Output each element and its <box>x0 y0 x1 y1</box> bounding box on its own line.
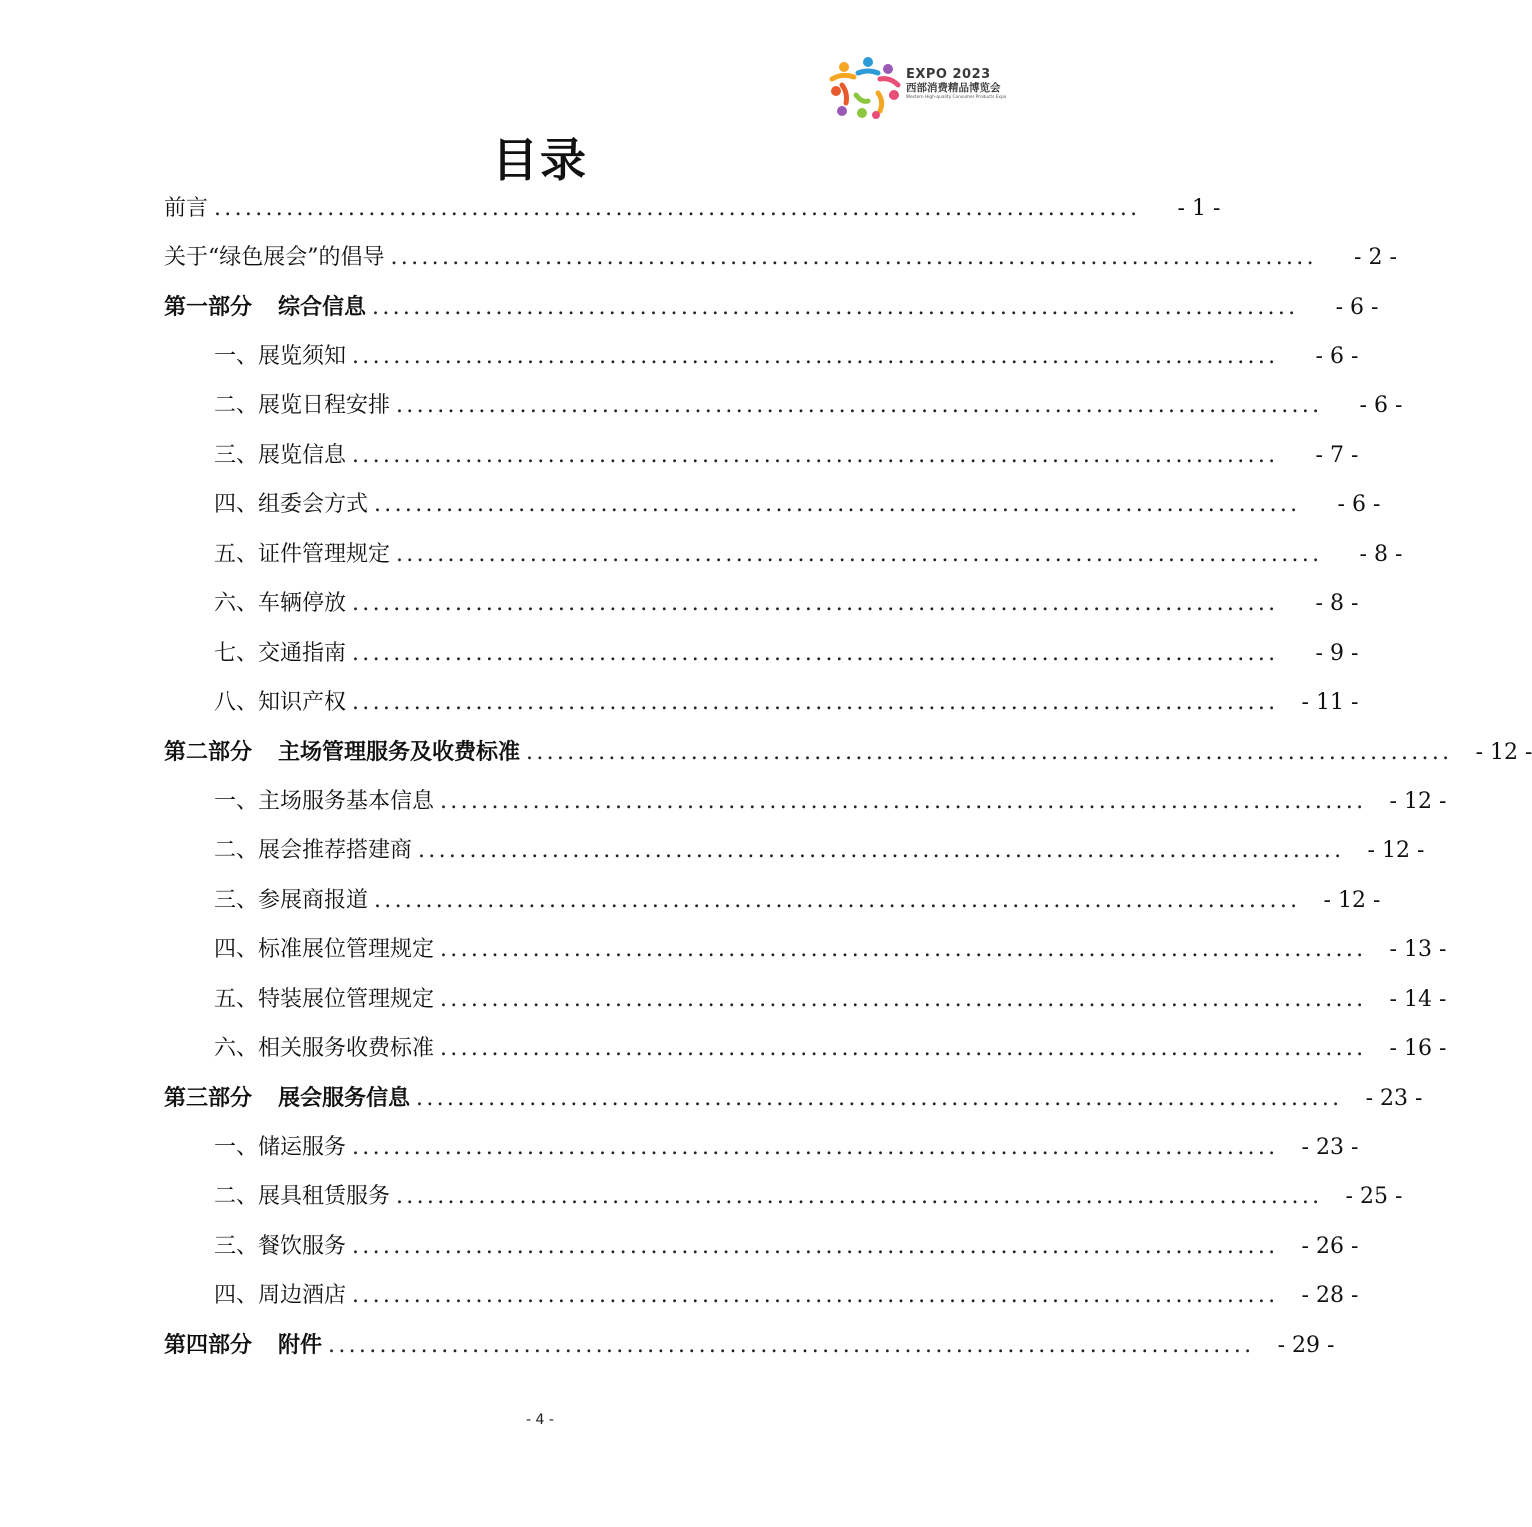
toc-entry-label <box>164 1084 410 1114</box>
toc-part-entry[interactable] <box>164 1321 1335 1370</box>
toc-dot-leader: .......................................................................................... <box>352 1135 1279 1161</box>
toc-dot-leader: .......................................................................................... <box>526 739 1453 765</box>
toc-entry[interactable] <box>164 876 1381 925</box>
toc-dot-leader: .......................................................................................... <box>396 1184 1323 1210</box>
toc-entry-label: 五、特装展位管理规定 <box>214 986 435 1012</box>
toc-dot-leader: .......................................................................................... <box>440 986 1367 1012</box>
toc-entry-label <box>164 1331 322 1361</box>
toc-entry[interactable] <box>164 678 1359 727</box>
toc-page-number: - 12 - <box>1323 887 1381 913</box>
toc-dot-leader: .......................................................................................... <box>418 838 1345 864</box>
toc-page-number: - 6 - <box>1359 393 1403 419</box>
toc-entry-label: 四、周边酒店 <box>214 1283 347 1309</box>
toc-dot-leader: .......................................................................................... <box>352 442 1279 468</box>
toc-page-number: - 12 - <box>1367 838 1425 864</box>
toc-entry-label: 一、展览须知 <box>214 344 347 370</box>
toc-part-number: 第一部分 <box>164 294 253 320</box>
toc-entry[interactable] <box>164 580 1359 629</box>
toc-page-number: - 12 - <box>1475 739 1532 765</box>
toc-dot-leader: .......................................................................................... <box>396 541 1323 567</box>
logo-subtitle-cn: 西部消费精品博览会 <box>906 82 1001 94</box>
toc-dot-leader: .......................................................................................... <box>374 492 1301 518</box>
toc-entry[interactable] <box>164 629 1359 678</box>
toc-entry[interactable] <box>164 431 1359 480</box>
toc-entry-label: 六、车辆停放 <box>214 591 347 617</box>
toc-page-number: - 25 - <box>1345 1184 1403 1210</box>
expo-logo <box>828 55 1028 121</box>
toc-page-number: - 7 - <box>1315 442 1359 468</box>
toc-dot-leader: .......................................................................................... <box>440 1036 1367 1062</box>
toc-page-number: - 6 - <box>1335 294 1379 320</box>
toc-entry[interactable] <box>164 233 1397 282</box>
toc-entry[interactable] <box>164 777 1447 826</box>
toc-part-number: 第四部分 <box>164 1332 253 1358</box>
toc-dot-leader: .......................................................................................... <box>372 294 1299 320</box>
toc-page-number: - 1 - <box>1177 195 1221 221</box>
toc-page-number: - 11 - <box>1301 690 1359 716</box>
toc-dot-leader: .......................................................................................... <box>374 887 1301 913</box>
toc-part-entry[interactable] <box>164 1074 1423 1123</box>
toc-part-number: 第二部分 <box>164 739 253 765</box>
toc-entry[interactable] <box>164 975 1447 1024</box>
toc-entry-label <box>164 738 520 768</box>
toc-dot-leader: .......................................................................................... <box>352 640 1279 666</box>
toc-page-number: - 13 - <box>1389 937 1447 963</box>
toc-entry-label: 二、展览日程安排 <box>214 393 391 419</box>
toc-page-number: - 28 - <box>1301 1283 1359 1309</box>
toc-dot-leader: .......................................................................................... <box>352 591 1279 617</box>
toc-entry[interactable] <box>164 184 1221 233</box>
logo-subtitle-en: Western High-quality Consumer Products Expo <box>906 95 1007 100</box>
toc-dot-leader: .......................................................................................... <box>352 344 1279 370</box>
toc-entry[interactable] <box>164 481 1381 530</box>
toc-entry-label: 三、展览信息 <box>214 442 347 468</box>
toc-entry-label: 三、参展商报道 <box>214 887 369 913</box>
toc-entry[interactable] <box>164 332 1359 381</box>
toc-entry-label: 四、组委会方式 <box>214 492 369 518</box>
toc-entry[interactable] <box>164 1123 1359 1172</box>
toc-page-number: - 6 - <box>1315 344 1359 370</box>
toc-entry[interactable] <box>164 827 1425 876</box>
toc-part-number: 第三部分 <box>164 1085 253 1111</box>
toc-dot-leader: .......................................................................................... <box>390 245 1317 271</box>
toc-page-number: - 26 - <box>1301 1233 1359 1259</box>
toc-dot-leader: .......................................................................................... <box>440 788 1367 814</box>
toc-part-title: 综合信息 <box>278 294 367 320</box>
toc-page-number: - 2 - <box>1354 245 1397 271</box>
toc-entry-label: 三、餐饮服务 <box>214 1233 347 1259</box>
toc-dot-leader: .......................................................................................... <box>352 690 1279 716</box>
table-of-contents <box>164 184 1532 1371</box>
toc-dot-leader: .......................................................................................... <box>440 937 1367 963</box>
toc-entry[interactable] <box>164 382 1403 431</box>
toc-entry-label: 六、相关服务收费标准 <box>214 1036 435 1062</box>
toc-page-number: - 16 - <box>1389 1036 1447 1062</box>
toc-part-title: 主场管理服务及收费标准 <box>278 739 521 765</box>
toc-dot-leader: .......................................................................................... <box>416 1085 1343 1111</box>
toc-entry[interactable] <box>164 1173 1403 1222</box>
toc-entry-label: 七、交通指南 <box>214 640 347 666</box>
toc-entry-label: 四、标准展位管理规定 <box>214 937 435 963</box>
toc-entry-label: 一、主场服务基本信息 <box>214 788 435 814</box>
toc-page-number: - 8 - <box>1315 591 1359 617</box>
toc-dot-leader: .......................................................................................... <box>396 393 1323 419</box>
toc-page-number: - 23 - <box>1301 1135 1359 1161</box>
toc-page-number: - 23 - <box>1365 1085 1423 1111</box>
toc-part-title: 展会服务信息 <box>278 1085 411 1111</box>
toc-entry[interactable] <box>164 1272 1359 1321</box>
toc-page-number: - 8 - <box>1359 541 1403 567</box>
toc-entry-label: 二、展会推荐搭建商 <box>214 838 413 864</box>
toc-entry-label: 八、知识产权 <box>214 690 347 716</box>
toc-part-entry[interactable] <box>164 283 1379 332</box>
toc-dot-leader: .......................................................................................... <box>352 1283 1279 1309</box>
toc-part-entry[interactable] <box>164 728 1532 777</box>
toc-page-number: - 14 - <box>1389 986 1447 1012</box>
toc-page-number: - 12 - <box>1389 788 1447 814</box>
toc-page-number: - 6 - <box>1337 492 1381 518</box>
logo-title: EXPO 2023 <box>906 67 991 82</box>
toc-page-number: - 9 - <box>1315 640 1359 666</box>
toc-entry[interactable] <box>164 1024 1447 1073</box>
page-title: 目录 <box>492 133 588 187</box>
toc-entry[interactable] <box>164 530 1403 579</box>
toc-page-number: - 29 - <box>1277 1332 1335 1358</box>
toc-entry-label: 关于“绿色展会”的倡导 <box>164 245 385 271</box>
toc-dot-leader: .......................................................................................... <box>352 1233 1279 1259</box>
toc-entry-label: 前言 <box>164 195 209 221</box>
footer-page-number: - 4 - <box>526 1412 554 1428</box>
toc-entry-label <box>164 293 366 323</box>
toc-entry[interactable] <box>164 1222 1359 1271</box>
toc-part-title: 附件 <box>278 1332 323 1358</box>
toc-dot-leader: .......................................................................................... <box>214 195 1141 221</box>
toc-entry-label: 一、储运服务 <box>214 1135 347 1161</box>
expo-logo-mark <box>828 55 904 121</box>
toc-entry[interactable] <box>164 926 1447 975</box>
toc-entry-label: 五、证件管理规定 <box>214 541 391 567</box>
toc-entry-label: 二、展具租赁服务 <box>214 1184 391 1210</box>
toc-dot-leader: .......................................................................................... <box>328 1332 1255 1358</box>
